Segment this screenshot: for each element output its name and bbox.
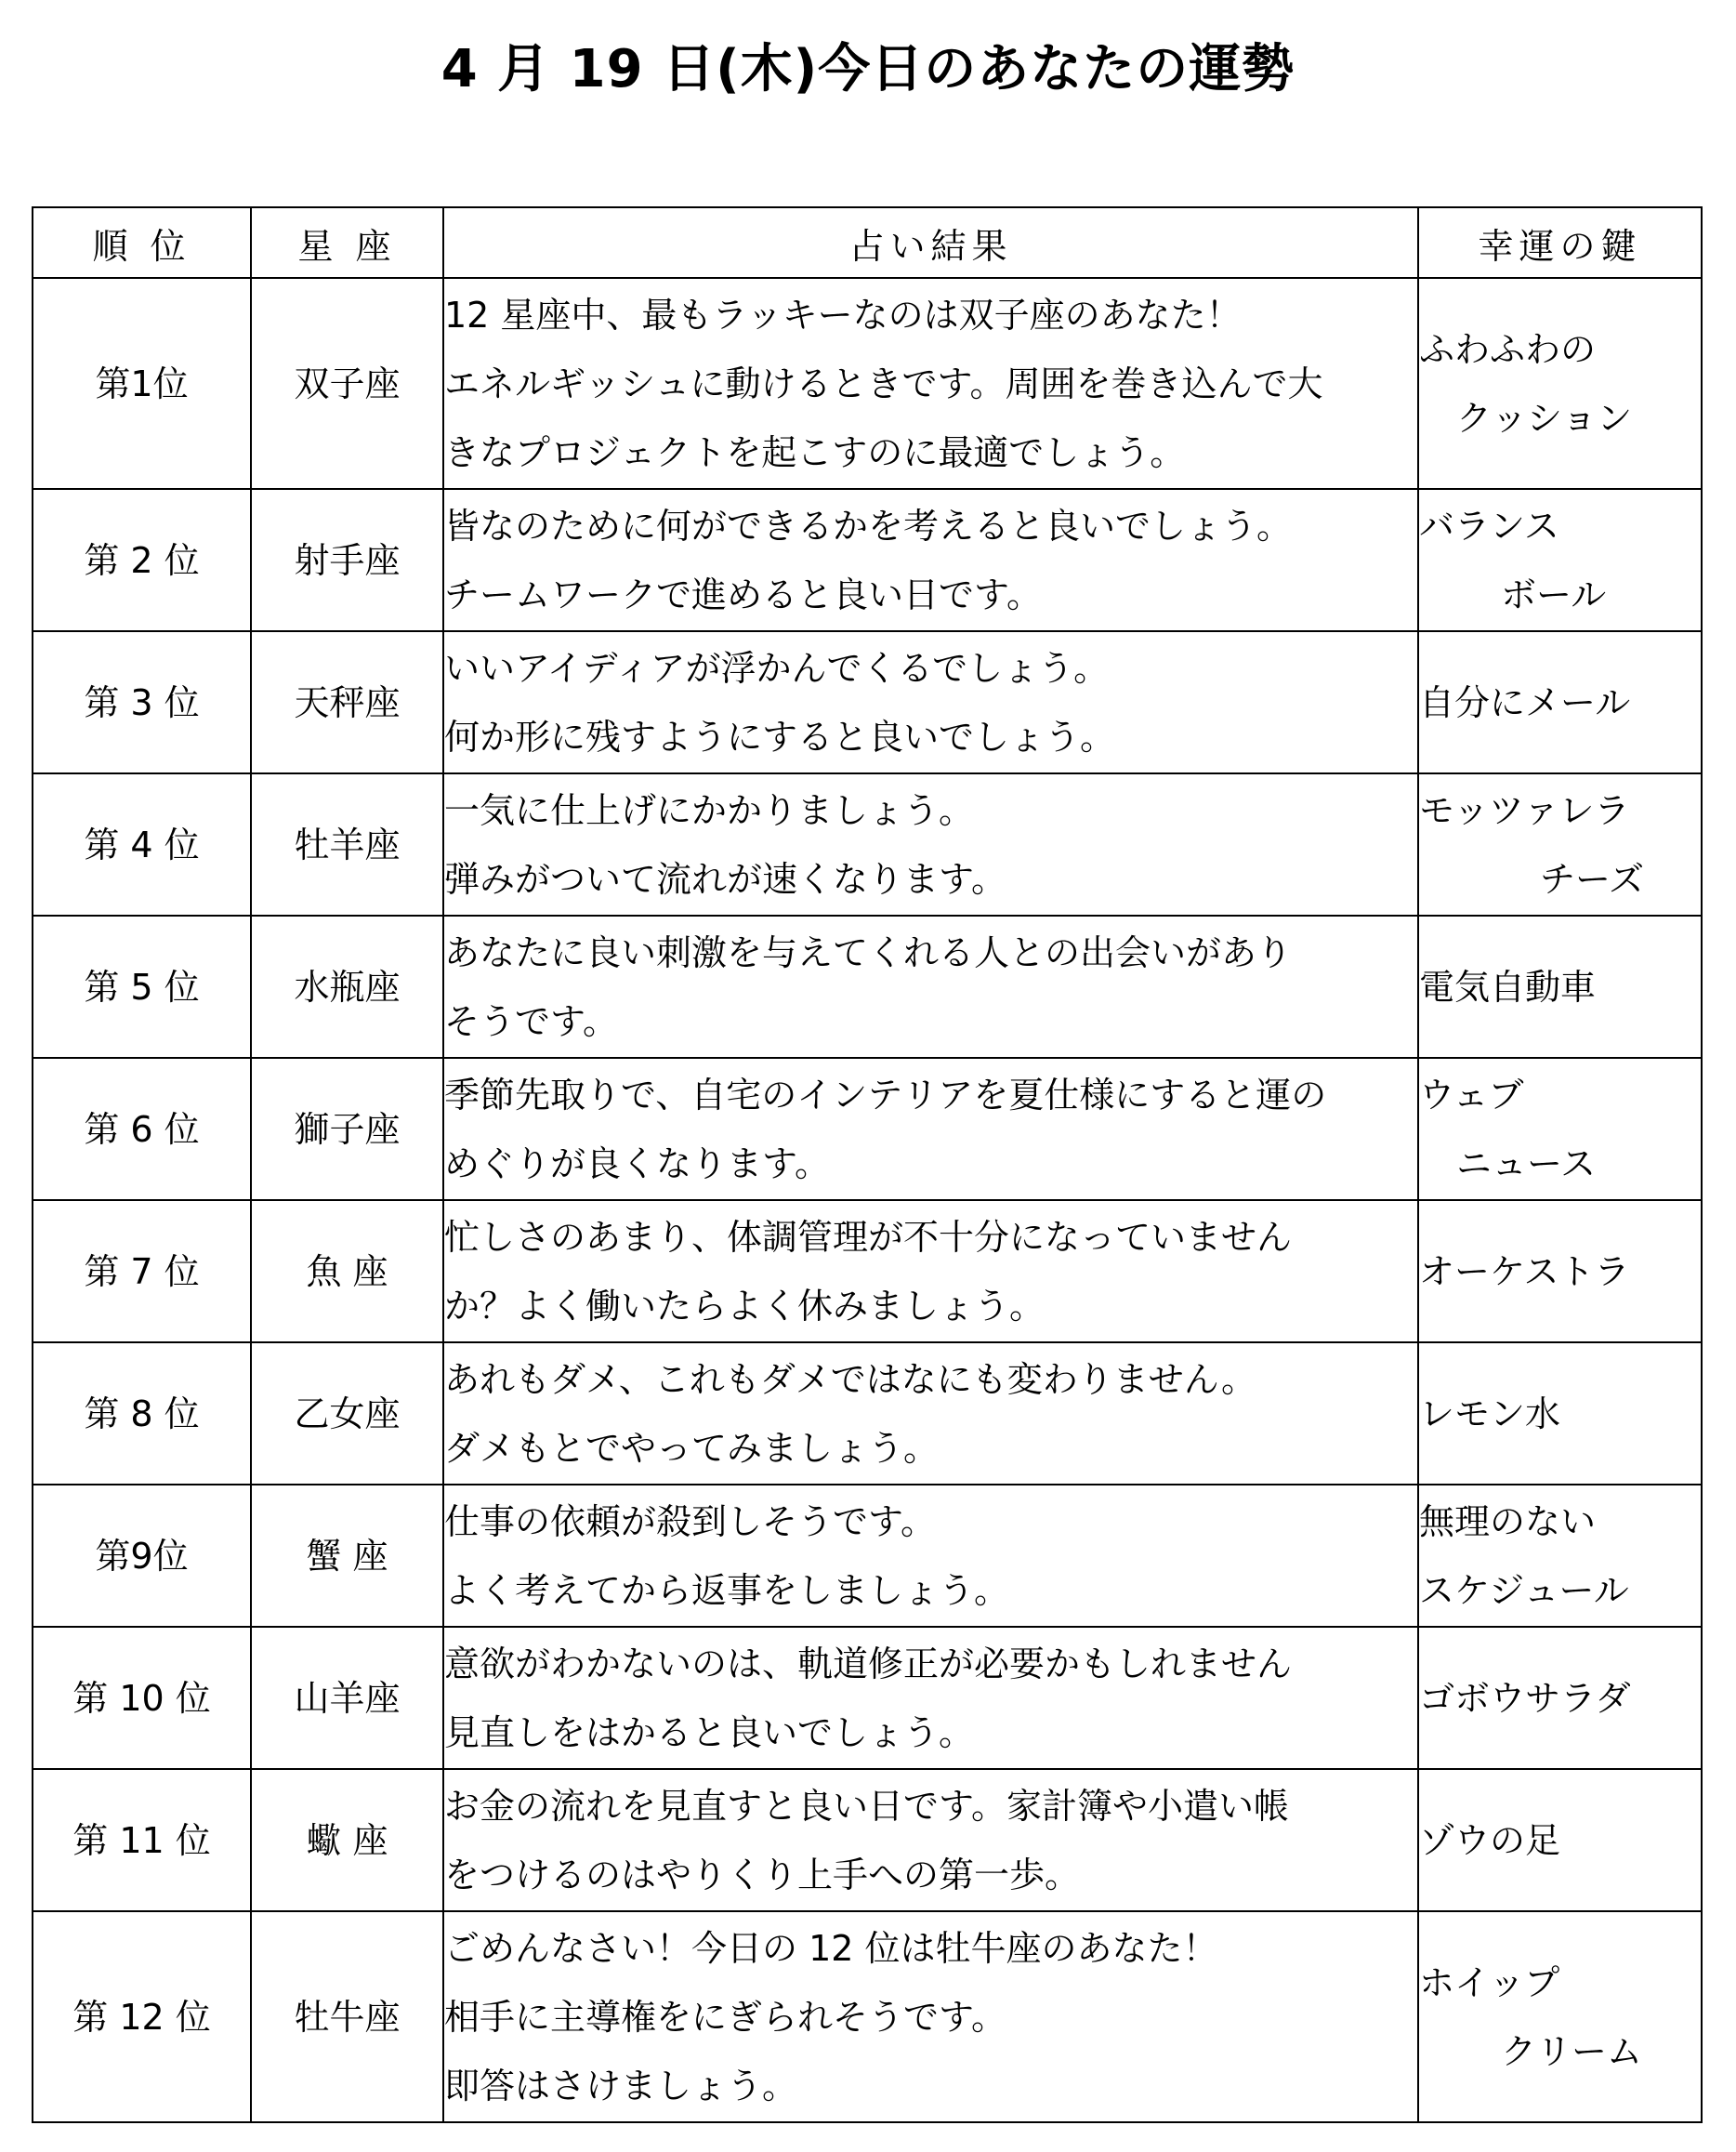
zodiac-sign-cell: 山羊座 bbox=[251, 1627, 443, 1769]
table-row bbox=[33, 1342, 1702, 1485]
table-row bbox=[33, 1769, 1702, 1911]
header-result: 占い結果 bbox=[443, 207, 1418, 278]
table-row bbox=[33, 1911, 1702, 2122]
rank-cell: 第1位 bbox=[33, 278, 251, 489]
lucky-item-line: レモン水 bbox=[1419, 1393, 1561, 1434]
fortune-result-line: あなたに良い刺激を与えてくれる人との出会いがあり bbox=[444, 931, 1293, 973]
fortune-result-cell bbox=[443, 1769, 1418, 1911]
lucky-item-cell bbox=[1418, 631, 1702, 773]
lucky-item-cell bbox=[1418, 1769, 1702, 1911]
lucky-item-line: バランス bbox=[1419, 505, 1559, 547]
header-lucky-item: 幸運の鍵 bbox=[1418, 207, 1702, 278]
table-row bbox=[33, 489, 1702, 631]
fortune-result-cell bbox=[443, 1627, 1418, 1769]
fortune-result-line: 忙しさのあまり、体調管理が不十分になっていません bbox=[444, 1216, 1293, 1258]
lucky-item-line: クリーム bbox=[1501, 2030, 1643, 2072]
fortune-result-line: 一気に仕上げにかかりましょう。 bbox=[444, 789, 975, 831]
table-header-row bbox=[33, 207, 1702, 278]
fortune-result-line: 見直しをはかると良いでしょう。 bbox=[444, 1711, 975, 1753]
fortune-result-cell bbox=[443, 1058, 1418, 1200]
fortune-result-line: 意欲がわかないのは、軌道修正が必要かもしれません bbox=[444, 1643, 1293, 1684]
table-row bbox=[33, 631, 1702, 773]
zodiac-sign-cell: 射手座 bbox=[251, 489, 443, 631]
fortune-result-line: 相手に主導権をにぎられそうです。 bbox=[444, 1996, 1006, 2038]
fortune-result-line: をつけるのはやりくり上手への第一歩。 bbox=[444, 1854, 1081, 1895]
rank-cell: 第 6 位 bbox=[33, 1058, 251, 1200]
table-row bbox=[33, 773, 1702, 916]
lucky-item-cell bbox=[1418, 1342, 1702, 1485]
zodiac-sign-cell: 蟹 座 bbox=[251, 1485, 443, 1627]
table-row bbox=[33, 278, 1702, 489]
fortune-rows bbox=[33, 278, 1702, 2122]
table-row bbox=[33, 1627, 1702, 1769]
lucky-item-line: ボール bbox=[1501, 574, 1607, 615]
fortune-result-line: きなプロジェクトを起こすのに最適でしょう。 bbox=[444, 431, 1186, 473]
zodiac-sign-cell: 天秤座 bbox=[251, 631, 443, 773]
lucky-item-line: オーケストラ bbox=[1419, 1250, 1630, 1292]
lucky-item-line: ウェブ bbox=[1419, 1074, 1524, 1116]
lucky-item-line: クッション bbox=[1456, 397, 1633, 439]
fortune-table bbox=[32, 206, 1703, 2123]
lucky-item-line: ゴボウサラダ bbox=[1419, 1677, 1631, 1719]
rank-cell: 第 10 位 bbox=[33, 1627, 251, 1769]
fortune-result-line: エネルギッシュに動けるときです。周囲を巻き込んで大 bbox=[444, 363, 1323, 404]
fortune-result-line: 弾みがついて流れが速くなります。 bbox=[444, 858, 1006, 900]
fortune-result-line: チームワークで進めると良い日です。 bbox=[444, 574, 1042, 615]
lucky-item-cell bbox=[1418, 916, 1702, 1058]
header-sign: 星 座 bbox=[251, 207, 443, 278]
rank-cell: 第 3 位 bbox=[33, 631, 251, 773]
lucky-item-line: 電気自動車 bbox=[1419, 966, 1597, 1008]
zodiac-sign-cell: 蠍 座 bbox=[251, 1769, 443, 1911]
zodiac-sign-cell: 乙女座 bbox=[251, 1342, 443, 1485]
lucky-item-cell bbox=[1418, 773, 1702, 916]
lucky-item-line: 自分にメール bbox=[1419, 681, 1631, 723]
fortune-result-cell bbox=[443, 916, 1418, 1058]
fortune-result-line: いいアイディアが浮かんでくるでしょう。 bbox=[444, 647, 1110, 689]
header-rank: 順 位 bbox=[33, 207, 251, 278]
fortune-result-line: そうです。 bbox=[444, 1000, 618, 1042]
fortune-result-line: 仕事の依頼が殺到しそうです。 bbox=[444, 1500, 936, 1542]
rank-cell: 第 7 位 bbox=[33, 1200, 251, 1342]
lucky-item-line: ホイップ bbox=[1419, 1961, 1560, 2003]
table-row bbox=[33, 1200, 1702, 1342]
fortune-result-line: か？よく働いたらよく休みましょう。 bbox=[444, 1285, 1046, 1327]
page-title: 4 月 19 日(木)今日のあなたの運勢 bbox=[441, 39, 1295, 99]
rank-cell: 第 11 位 bbox=[33, 1769, 251, 1911]
rank-cell: 第 4 位 bbox=[33, 773, 251, 916]
lucky-item-line: モッツァレラ bbox=[1419, 789, 1630, 831]
lucky-item-cell bbox=[1418, 489, 1702, 631]
table-row bbox=[33, 916, 1702, 1058]
lucky-item-cell bbox=[1418, 1058, 1702, 1200]
fortune-result-line: 季節先取りで、自宅のインテリアを夏仕様にすると運の bbox=[444, 1074, 1327, 1116]
zodiac-sign-cell: 牡羊座 bbox=[251, 773, 443, 916]
fortune-result-cell bbox=[443, 1911, 1418, 2122]
fortune-result-line: 12 星座中、最もラッキーなのは双子座のあなた！ bbox=[444, 294, 1242, 336]
table-row bbox=[33, 1058, 1702, 1200]
lucky-item-line: ふわふわの bbox=[1419, 328, 1597, 370]
rank-cell: 第 5 位 bbox=[33, 916, 251, 1058]
fortune-result-line: 皆なのために何ができるかを考えると良いでしょう。 bbox=[444, 505, 1293, 547]
fortune-result-line: よく考えてから返事をしましょう。 bbox=[444, 1569, 1010, 1611]
rank-cell: 第9位 bbox=[33, 1485, 251, 1627]
zodiac-sign-cell: 双子座 bbox=[251, 278, 443, 489]
lucky-item-line: チーズ bbox=[1540, 858, 1645, 900]
zodiac-sign-cell: 水瓶座 bbox=[251, 916, 443, 1058]
lucky-item-line: 無理のない bbox=[1419, 1500, 1597, 1542]
table-row bbox=[33, 1485, 1702, 1627]
lucky-item-cell bbox=[1418, 1200, 1702, 1342]
fortune-result-line: ごめんなさい！今日の 12 位は牡牛座のあなた！ bbox=[444, 1927, 1218, 1969]
zodiac-sign-cell: 魚 座 bbox=[251, 1200, 443, 1342]
zodiac-sign-cell: 獅子座 bbox=[251, 1058, 443, 1200]
fortune-result-cell bbox=[443, 631, 1418, 773]
fortune-result-line: 何か形に残すようにすると良いでしょう。 bbox=[444, 716, 1116, 758]
fortune-result-cell bbox=[443, 1200, 1418, 1342]
lucky-item-line: ゾウの足 bbox=[1419, 1819, 1561, 1861]
rank-cell: 第 2 位 bbox=[33, 489, 251, 631]
rank-cell: 第 8 位 bbox=[33, 1342, 251, 1485]
lucky-item-cell bbox=[1418, 1911, 1702, 2122]
lucky-item-cell bbox=[1418, 278, 1702, 489]
fortune-result-line: めぐりが良くなります。 bbox=[444, 1142, 830, 1184]
fortune-result-line: あれもダメ、これもダメではなにも変わりません。 bbox=[444, 1358, 1257, 1400]
rank-cell: 第 12 位 bbox=[33, 1911, 251, 2122]
lucky-item-line: ニュース bbox=[1456, 1142, 1597, 1184]
fortune-result-cell bbox=[443, 1342, 1418, 1485]
fortune-result-cell bbox=[443, 489, 1418, 631]
fortune-result-cell bbox=[443, 1485, 1418, 1627]
lucky-item-cell bbox=[1418, 1485, 1702, 1627]
fortune-result-line: お金の流れを見直すと良い日です。家計簿や小遣い帳 bbox=[444, 1785, 1289, 1827]
fortune-result-cell bbox=[443, 278, 1418, 489]
zodiac-sign-cell: 牡牛座 bbox=[251, 1911, 443, 2122]
fortune-result-cell bbox=[443, 773, 1418, 916]
lucky-item-cell bbox=[1418, 1627, 1702, 1769]
lucky-item-line: スケジュール bbox=[1419, 1569, 1629, 1611]
fortune-result-line: 即答はさけましょう。 bbox=[444, 2065, 798, 2106]
fortune-result-line: ダメもとでやってみましょう。 bbox=[444, 1427, 940, 1469]
